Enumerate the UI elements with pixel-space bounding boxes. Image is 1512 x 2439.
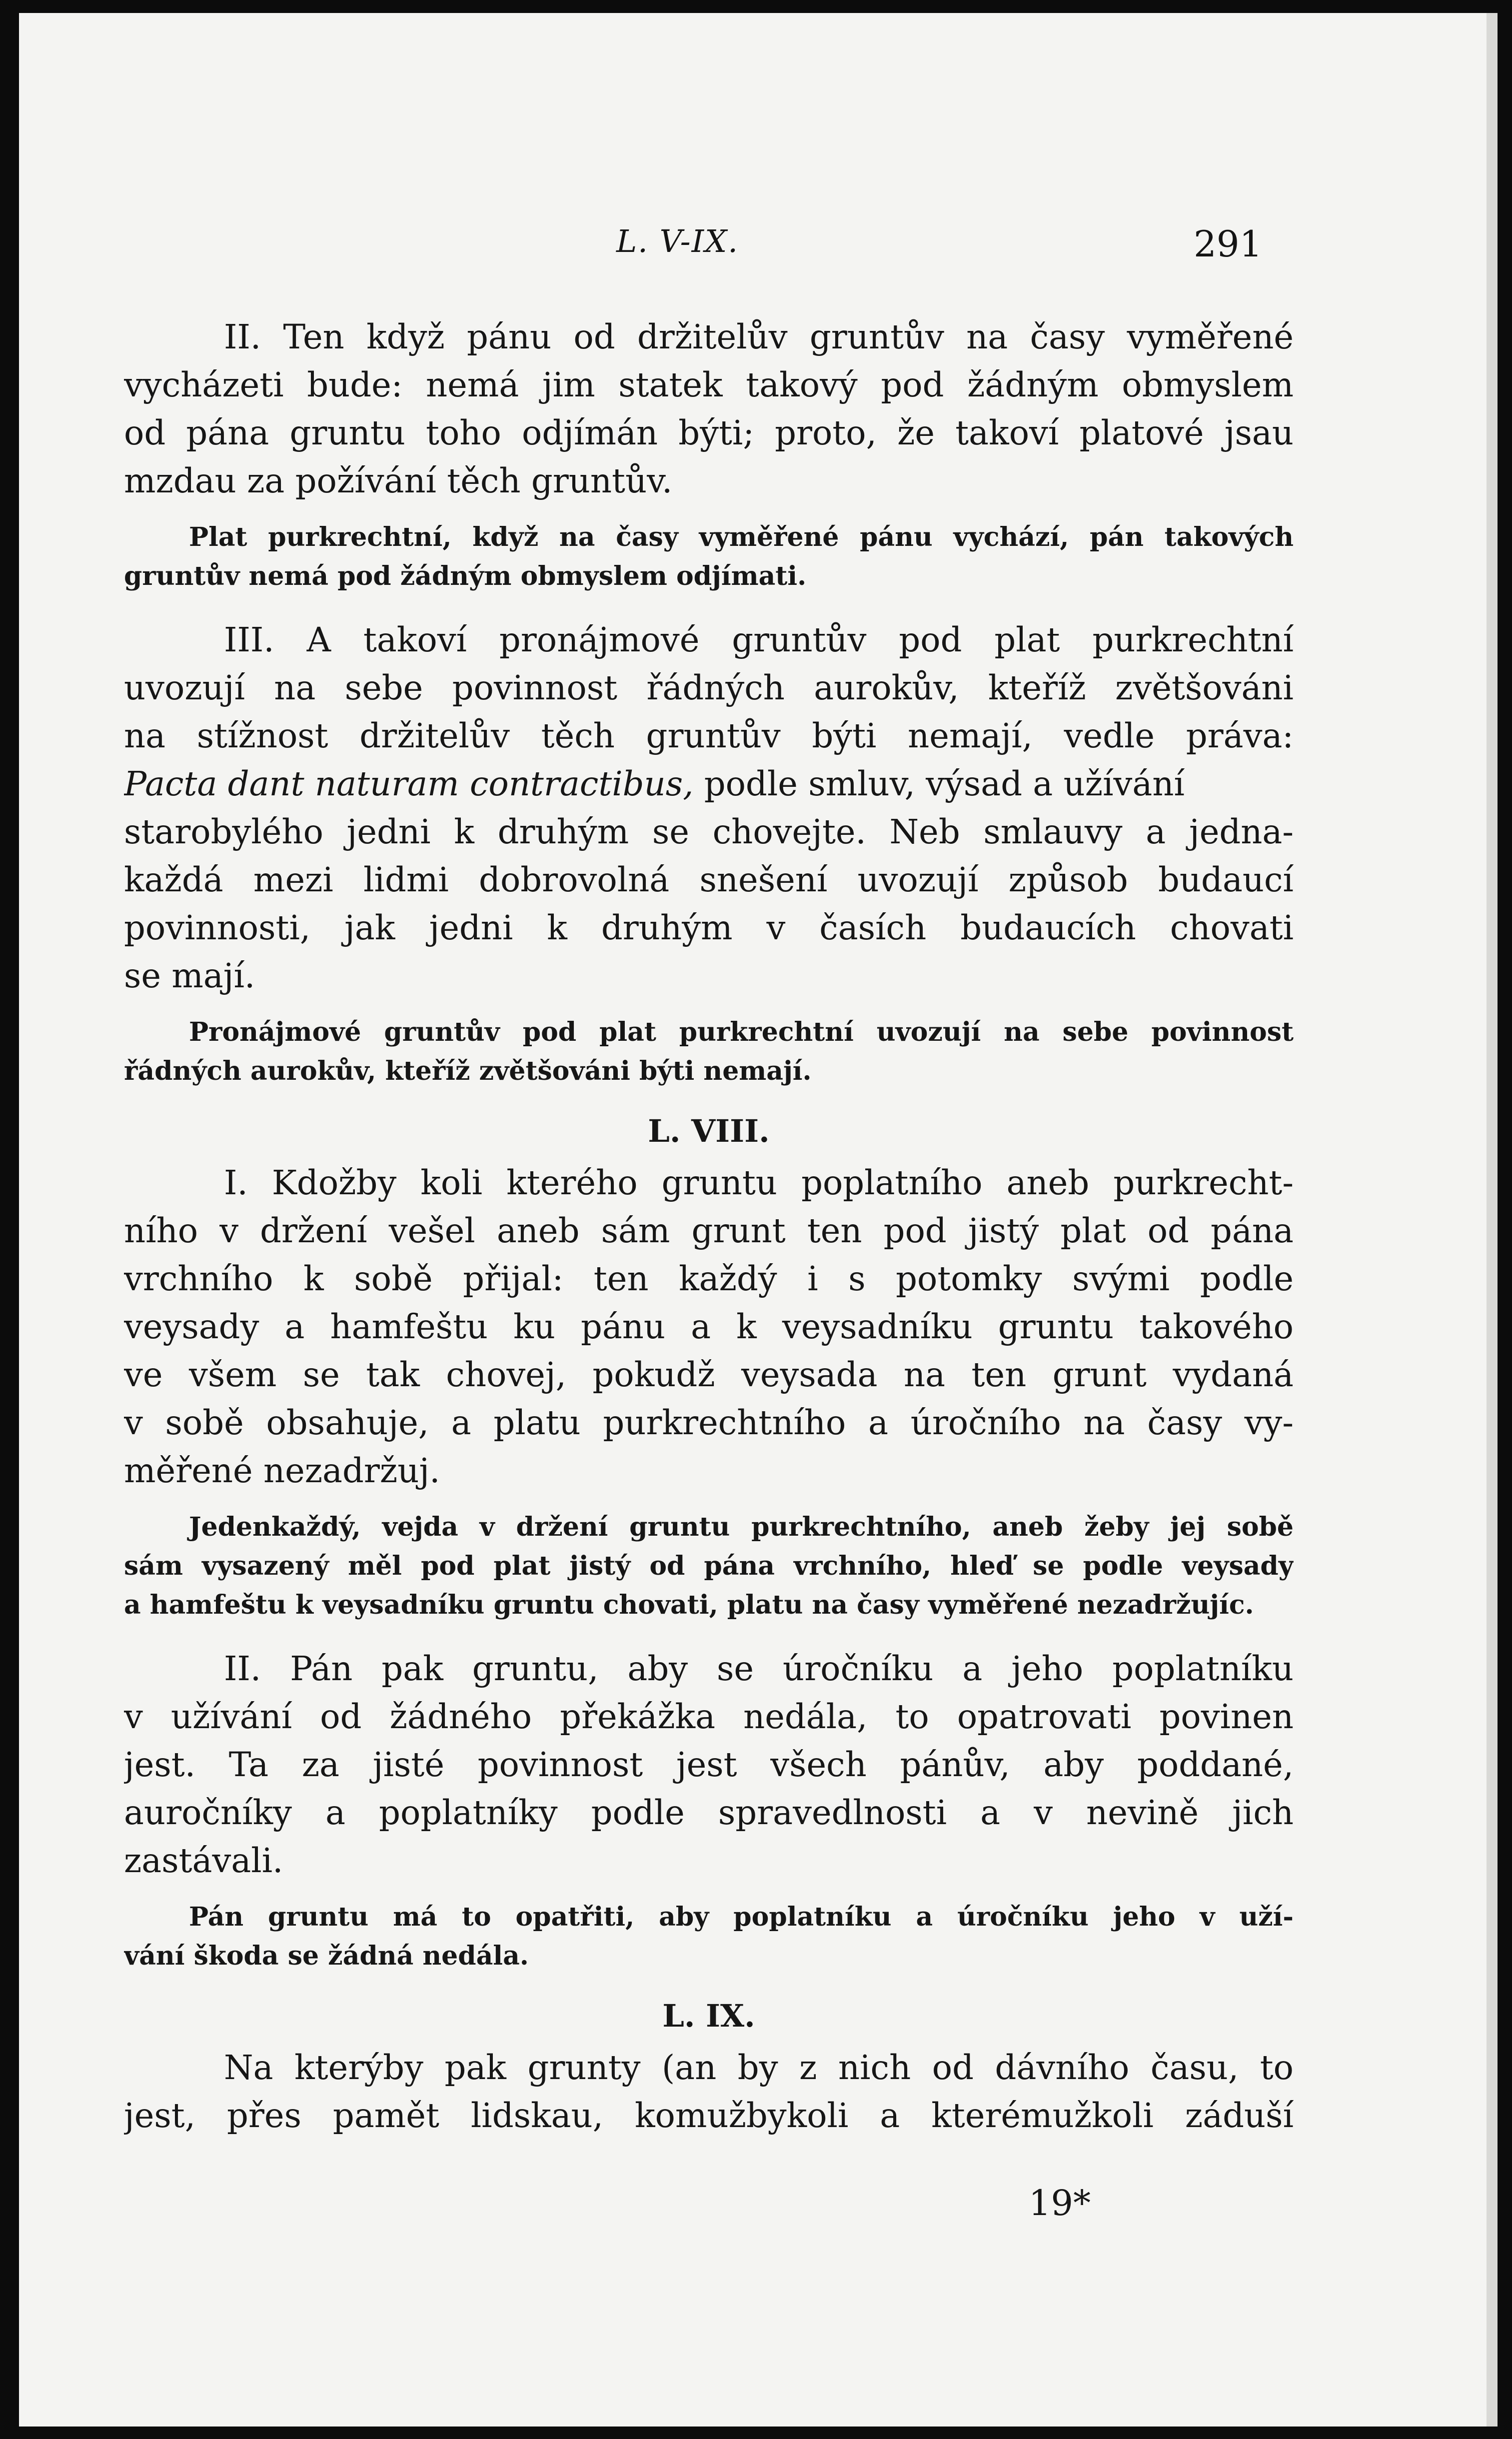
paragraph-line: auročníky a poplatníky podle spravedlnosti a v nevině jich — [124, 1793, 1294, 1832]
paragraph-line: starobylého jedni k druhým se chovejte. Neb smlauvy a jedna- — [124, 812, 1294, 851]
paragraph-line: veysady a hamfeštu ku pánu a k veysadníku gruntu takového — [124, 1307, 1294, 1346]
summary-note-line: sám vysazený měl pod plat jistý od pána vrchního, hleď se podle veysady — [124, 1551, 1294, 1581]
paragraph-line: na stížnost držitelův těch gruntův býti nemají, vedle práva: — [124, 716, 1294, 755]
paragraph-line: vrchního k sobě přijal: ten každý i s potomky svými podle — [124, 1259, 1294, 1298]
paragraph-line-rest: podle smluv, výsad a užívání — [693, 764, 1185, 803]
page-edge-shadow — [1487, 13, 1498, 2427]
paragraph-line — [124, 760, 1294, 808]
paragraph-line: v užívání od žádného překážka nedála, to opatrovati povinen — [124, 1697, 1294, 1736]
latin-maxim: Pacta dant naturam contractibus, — [124, 764, 694, 803]
paragraph-line: vycházeti bude: nemá jim statek takový pod žádným obmyslem — [124, 365, 1294, 404]
summary-note-line: Pán gruntu má to opatřiti, aby poplatníku a úročníku jeho v uží- — [189, 1902, 1294, 1932]
paragraph-line: II. Ten když pánu od držitelův gruntův na časy vyměřené — [224, 317, 1294, 356]
summary-note-line: řádných aurokův, kteříž zvětšováni býti nemají. — [124, 1056, 812, 1086]
section-heading: L. IX. — [662, 1998, 755, 2034]
paragraph-line: uvozují na sebe povinnost řádných aurokův, kteříž zvětšováni — [124, 668, 1294, 707]
summary-note-line: vání škoda se žádná nedála. — [124, 1941, 529, 1971]
paragraph-line: mzdau za požívání těch gruntův. — [124, 461, 673, 500]
paragraph-line: ního v držení vešel aneb sám grunt ten pod jistý plat od pána — [124, 1211, 1294, 1250]
paragraph-line: jest. Ta za jisté povinnost jest všech pánův, aby poddané, — [124, 1745, 1294, 1784]
paragraph-line: od pána gruntu toho odjímán býti; proto, že takoví platové jsau — [124, 413, 1294, 452]
paragraph-line: III. A takoví pronájmové gruntův pod plat purkrechtní — [224, 620, 1294, 659]
paragraph-line: každá mezi lidmi dobrovolná snešení uvozují způsob budaucí — [124, 860, 1294, 899]
running-head: L. V-IX. — [616, 223, 739, 259]
paragraph-line: ve všem se tak chovej, pokudž veysada na ten grunt vydaná — [124, 1355, 1294, 1394]
running-header — [19, 223, 1498, 278]
paragraph-line: povinnosti, jak jedni k druhým v časích budaucích chovati — [124, 908, 1294, 947]
body-text — [124, 313, 1294, 2140]
paragraph-line: se mají. — [124, 956, 255, 995]
paragraph-line: I. Kdožby koli kterého gruntu poplatního aneb purkrecht- — [224, 1163, 1294, 1202]
paragraph-line: jest, přes pamět lidskau, komužbykoli a kterémužkoli záduší — [124, 2096, 1294, 2135]
summary-note-line: Jedenkaždý, vejda v držení gruntu purkrechtního, aneb žeby jej sobě — [189, 1512, 1294, 1542]
paragraph-line: měřené nezadržuj. — [124, 1451, 440, 1490]
paragraph-line: v sobě obsahuje, a platu purkrechtního a úročního na časy vy- — [124, 1403, 1294, 1442]
book-page — [19, 13, 1498, 2427]
signature-mark: 19* — [1029, 2183, 1091, 2224]
section-heading: L. VIII. — [648, 1113, 770, 1149]
page-number: 291 — [1194, 223, 1263, 265]
summary-note-line: a hamfeštu k veysadníku gruntu chovati, platu na časy vyměřené nezadržujíc. — [124, 1590, 1254, 1620]
summary-note-line: gruntův nemá pod žádným obmyslem odjímati. — [124, 561, 807, 591]
summary-note-line: Pronájmové gruntův pod plat purkrechtní uvozují na sebe povinnost — [189, 1017, 1294, 1047]
paragraph-line: II. Pán pak gruntu, aby se úročníku a jeho poplatníku — [224, 1649, 1294, 1688]
paragraph-line: zastávali. — [124, 1841, 283, 1880]
summary-note-line: Plat purkrechtní, když na časy vyměřené pánu vychází, pán takových — [189, 522, 1294, 552]
paragraph-line: Na kterýby pak grunty (an by z nich od dávního času, to — [224, 2048, 1294, 2087]
